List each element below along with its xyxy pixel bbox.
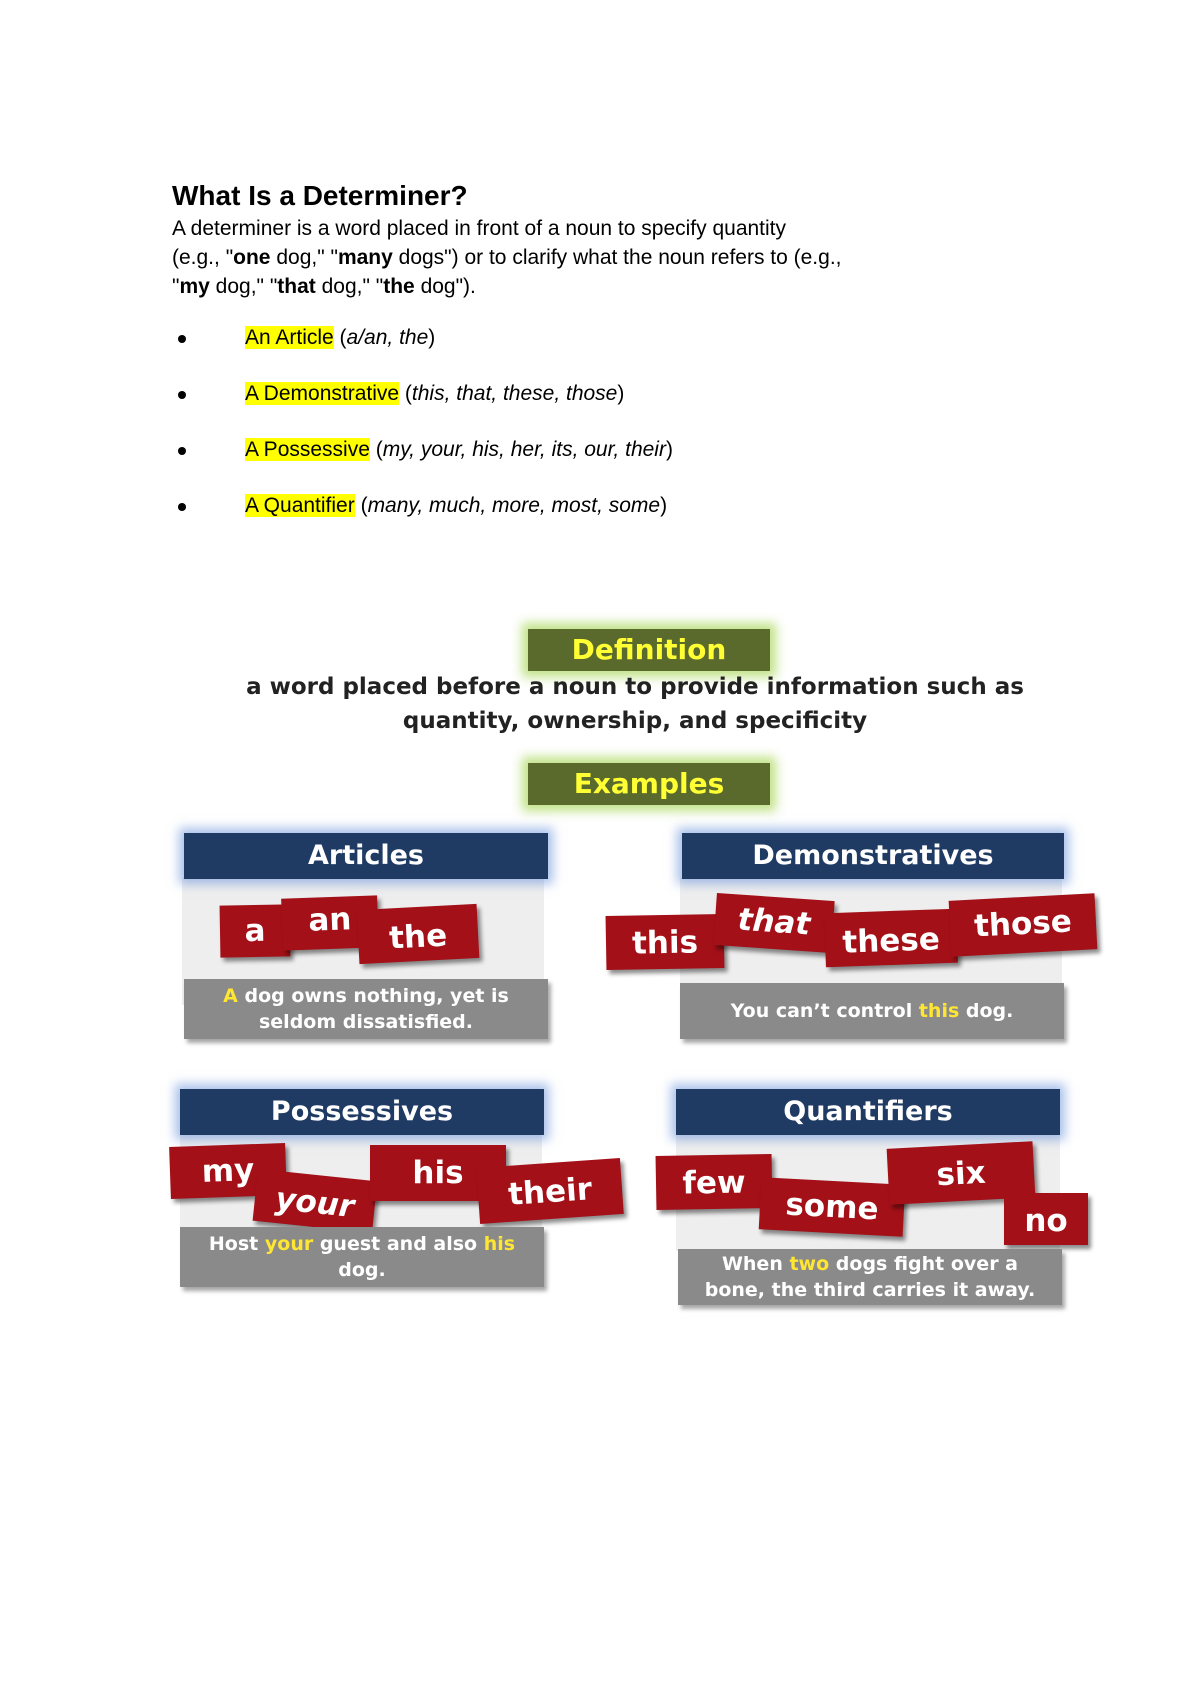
caption-text: dog owns nothing, yet is [237, 985, 509, 1007]
determiner-infographic [160, 615, 1110, 1315]
determiner-types-list [172, 324, 673, 548]
list-item [172, 380, 673, 408]
intro-text: dog"). [414, 275, 476, 298]
caption-highlight: A [223, 985, 238, 1007]
definition-text [160, 670, 1110, 738]
paren: ( [333, 326, 347, 349]
word-tile: those [949, 893, 1098, 957]
word-tile: his [370, 1145, 506, 1201]
type-label: An Article [245, 326, 334, 349]
paren: ( [399, 382, 412, 405]
word-tile: their [476, 1158, 624, 1224]
word-tile: the [357, 904, 480, 964]
paren: ) [617, 382, 625, 405]
word-tile: this [606, 914, 725, 970]
caption-text: You can’t control [730, 1000, 919, 1022]
paren: ) [660, 494, 668, 517]
list-item [172, 492, 673, 520]
possessives-title: Possessives [180, 1089, 544, 1135]
page-title: What Is a Determiner? [172, 180, 468, 211]
intro-text: dog," " [209, 275, 278, 298]
caption-text: bone, the third carries it away. [704, 1279, 1036, 1301]
bullet-icon [178, 447, 186, 455]
demonstratives-caption [680, 983, 1064, 1039]
bullet-icon [178, 503, 186, 511]
intro-text: " [172, 275, 180, 298]
intro-text: dog," " [270, 246, 338, 269]
caption-highlight: his [483, 1233, 516, 1255]
word-tile: few [656, 1154, 773, 1210]
type-examples: this, that, these, those [411, 382, 618, 405]
possessives-caption [180, 1227, 544, 1287]
intro-text: A determiner is a word placed in front of a noun to specify quantity [172, 217, 787, 240]
example-word: that [277, 275, 316, 298]
type-examples: my, your, his, her, its, our, their [382, 438, 666, 461]
list-item [172, 324, 673, 352]
caption-text: seldom dissatisfied. [258, 1011, 474, 1033]
word-tile: these [824, 909, 958, 968]
intro-paragraph [172, 214, 992, 301]
paren: ) [665, 438, 673, 461]
intro-text: (e.g., " [172, 246, 234, 269]
word-tile: six [887, 1141, 1036, 1205]
type-label: A Demonstrative [245, 382, 400, 405]
bullet-icon [178, 391, 186, 399]
articles-caption [184, 979, 548, 1039]
caption-text: dog. [338, 1259, 386, 1281]
list-item [172, 436, 673, 464]
caption-text: dogs fight over a [829, 1253, 1019, 1275]
caption-text: dog. [959, 1000, 1014, 1022]
example-word: one [233, 246, 271, 269]
word-tile: some [759, 1177, 906, 1236]
word-tile: your [253, 1169, 378, 1233]
examples-badge: Examples [528, 763, 770, 805]
type-label: A Possessive [245, 438, 370, 461]
type-label: A Quantifier [245, 494, 355, 517]
articles-title: Articles [184, 833, 548, 879]
word-tile: that [713, 893, 834, 953]
definition-line: a word placed before a noun to provide information such as [246, 674, 1024, 700]
caption-text: Host [208, 1233, 265, 1255]
example-word: many [337, 246, 393, 269]
paren: ) [428, 326, 436, 349]
type-examples: a/an, the [346, 326, 429, 349]
caption-highlight: this [918, 1000, 960, 1022]
type-examples: many, much, more, most, some [367, 494, 661, 517]
caption-highlight: your [264, 1233, 314, 1255]
caption-text: When [721, 1253, 790, 1275]
caption-highlight: two [789, 1253, 830, 1275]
intro-text: dogs") or to clarify what the noun refers to (e.g., [392, 246, 842, 269]
word-tile: an [281, 895, 379, 950]
paren: ( [354, 494, 368, 517]
definition-badge: Definition [528, 629, 770, 671]
paren: ( [369, 438, 383, 461]
quantifiers-caption [678, 1249, 1062, 1305]
word-tile: a [220, 904, 291, 957]
demonstratives-title: Demonstratives [682, 833, 1064, 879]
definition-line: quantity, ownership, and specificity [402, 708, 868, 734]
intro-text: dog," " [315, 275, 384, 298]
example-word: the [383, 275, 415, 298]
example-word: my [179, 275, 210, 298]
caption-text: guest and also [313, 1233, 484, 1255]
word-tile: my [169, 1143, 287, 1199]
bullet-icon [178, 335, 186, 343]
quantifiers-title: Quantifiers [676, 1089, 1060, 1135]
word-tile: no [1004, 1193, 1088, 1245]
